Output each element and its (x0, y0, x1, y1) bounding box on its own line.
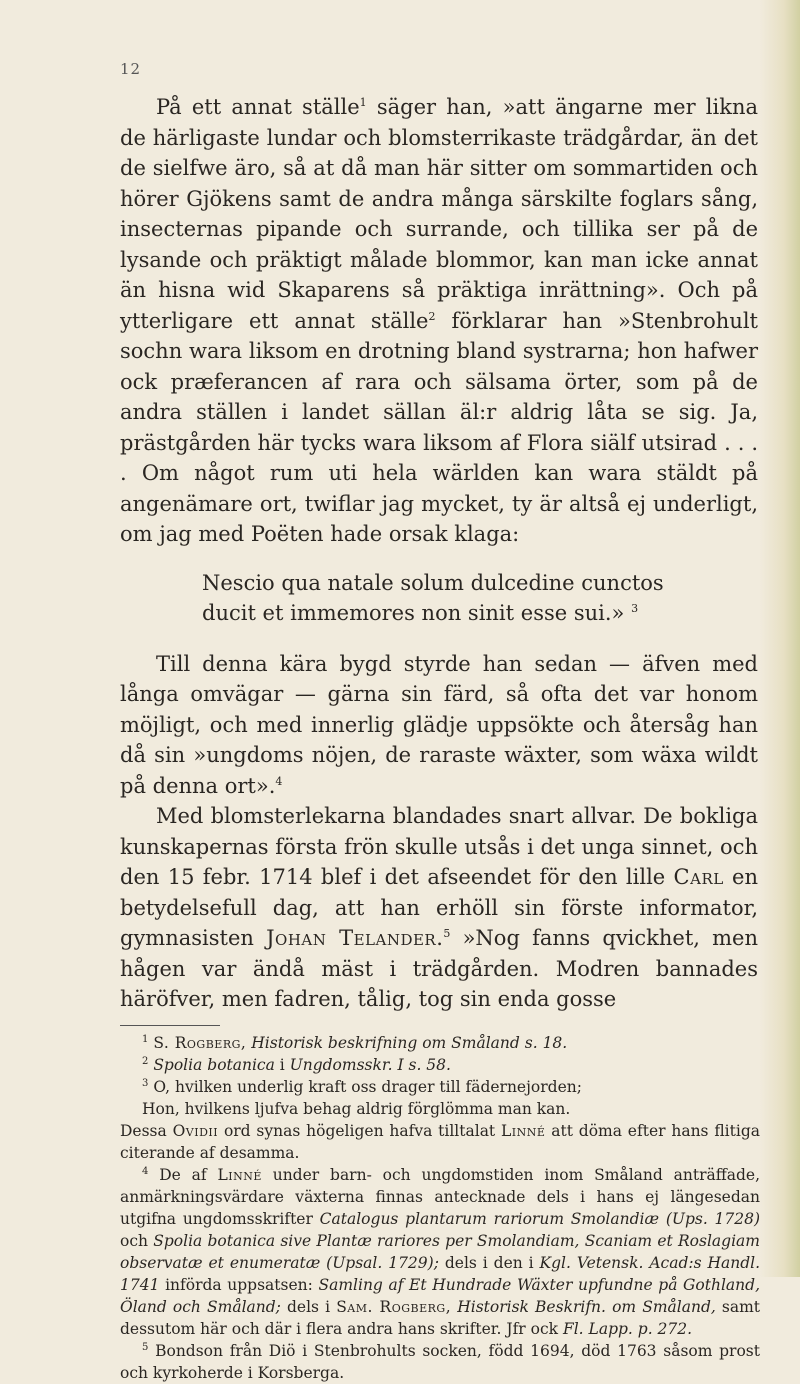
footnote-4-text-e: införda uppsatsen: (159, 1276, 319, 1294)
footnote-3-comment (120, 1120, 760, 1164)
footnote-2-source: Ungdomsskr. I s. 58. (289, 1056, 451, 1074)
latin-quote-line-1: Nescio qua natale solum dulcedine cunctos (202, 570, 664, 595)
footnote-4-text-f: dels i (280, 1298, 337, 1316)
footnote-1-title: Historisk beskrifning om Småland s. 18. (251, 1034, 568, 1052)
footnote-4-title-4: Samling af Et Hundrade Wäxter upfundne på Gothland, Öland och Småland; (120, 1276, 760, 1316)
paragraph-1 (120, 92, 758, 550)
footnote-2-text: i (274, 1056, 290, 1074)
footnote-1-mark: 1 (142, 1033, 149, 1045)
paragraph-2-text: Till denna kära bygd styrde han sedan — äfven med långa omvägar — gärna sin färd, så ofta det var honom möjligt, och med innerlig glädje uppsökte och återsåg han då sin »ungdoms nöjen, de raraste wäxter, som wäxa wildt på denna ort». (120, 651, 758, 798)
footnote-4-linne: Linné (217, 1166, 262, 1184)
footnote-4-mark: 4 (142, 1165, 149, 1177)
footnote-1 (120, 1032, 760, 1054)
footnote-4-title-1: Catalogus plantarum rariorum Smolandiæ (Ups. 1728) (319, 1210, 761, 1228)
page-edge-shading (760, 0, 800, 1277)
footnote-3-text-b: ord synas högeligen hafva tilltalat (218, 1122, 501, 1140)
footnote-3-linne: Linné (501, 1122, 546, 1140)
footnote-5-mark: 5 (142, 1341, 149, 1353)
footnotes (120, 1032, 760, 1384)
footnote-5 (120, 1340, 760, 1384)
footnote-3-mark: 3 (142, 1077, 149, 1089)
footnote-4-title-3: Kgl. Vetensk. Acad:s Handl. 1741 (120, 1254, 761, 1294)
footnote-3-verse-1-text: O, hvilken underlig kraft oss drager till fädernejorden; (153, 1078, 582, 1096)
latin-quote-line-2-wrap (202, 598, 758, 629)
footnote-5-text: Bondson från Diö i Stenbrohults socken, född 1694, död 1763 såsom prost och kyrkoherde i Korsberga. (120, 1342, 760, 1382)
footnote-4-text-d: dels i den i (438, 1254, 540, 1272)
footnote-ref-1: 1 (359, 96, 367, 109)
footnote-4-text-g: samt dessutom här och där i flera andra hans skrifter. Jfr ock (120, 1298, 761, 1338)
paragraph-1-text-c: förklarar han »Stenbrohult sochn wara liksom en drotning bland systrarna; hon hafwer ock præferancen af rara och sälsama örter, som på de andra ställen i landet sällan äl:r aldrig låta se sig. Ja, prästgården här tycks wara liksom af Flora siälf utsirad . . . . Om något rum uti hela wärlden kan wara stäldt på angenämare ort, twiflar jag mycket, ty är altså ej underligt, om jag med Poëten hade orsak klaga: (120, 308, 758, 546)
footnote-3-text-a: Dessa (120, 1122, 173, 1140)
footnote-4-text-a: De af (159, 1166, 218, 1184)
footnote-ref-2: 2 (428, 309, 436, 323)
paragraph-2 (120, 649, 758, 802)
footnote-3-verse-1 (120, 1076, 760, 1098)
paragraph-1-text-b: säger han, »att ängarne mer likna de härligaste lundar och blomsterrikaste trädgårdar, än det de sielfwe äro, så at då man här sitter om sommartiden och hörer Gjökens samt de andra många särskilte foglars sång, insecternas pipande och surrande, och tillika ser på de lysande och präktigt målade blommor, kan man icke annat än hisna wid Skaparens så präktiga inrättning». Och på ytterligare ett annat ställe (120, 95, 758, 333)
paragraph-3-text-a: Med blomsterlekarna blandades snart allvar. De bokliga kunskapernas första frön skulle utsås i det unga sinnet, och den 15 febr. 1714 blef i det afseendet för den lille (120, 804, 758, 889)
footnote-3-ovid: Ovidii (172, 1122, 219, 1140)
footnote-4-title-5: Historisk Beskrifn. om Småland, (451, 1298, 716, 1316)
footnote-2-mark: 2 (142, 1055, 149, 1067)
paragraph-3-text-b: en betydelsefull dag, att han erhöll sin förste informator, gymnasisten (120, 865, 758, 950)
footnote-3-text-c: att döma efter hans flitiga citerande af desamma. (120, 1122, 760, 1162)
paragraph-1-text-a: På ett annat ställe (156, 95, 360, 119)
footnote-1-author: S. Rogberg, (153, 1034, 247, 1052)
footnote-3-verse-2: Hon, hvilkens ljufva behag aldrig förglömma man kan. (142, 1100, 571, 1118)
paragraph-3-text-c: »Nog fanns qvickhet, men hågen var ändå mäst i trädgården. Modren bannades häröfver, men fadren, tålig, tog sin enda gosse (120, 926, 759, 1011)
footnote-4-text-b: under barn- och ungdomstiden inom Småland anträffade, anmärkningsvärdare växterna finnas antecknade dels i hans ej längesedan utgifna ungdomsskrifter (120, 1166, 761, 1228)
footnote-2-title: Spolia botanica (153, 1056, 275, 1074)
footnote-4-sam-rogberg: Sam. Rogberg, (336, 1298, 452, 1316)
page-number: 12 (120, 60, 142, 78)
latin-quote-line-2: ducit et immemores non sinit esse sui.» (202, 601, 625, 625)
latin-quote (202, 568, 758, 629)
name-johan-telander: Johan Telander. (266, 926, 444, 950)
footnote-ref-3: 3 (631, 602, 639, 615)
paragraph-3 (120, 801, 758, 1015)
footnote-ref-4: 4 (275, 774, 283, 788)
footnote-separator (120, 1025, 220, 1026)
footnote-ref-5: 5 (443, 927, 451, 940)
name-carl: Carl (673, 865, 724, 889)
footnote-4-title-2: Spolia botanica sive Plantæ rariores per Smolandiam, Scaniam et Roslagiam observatæ et enumeratæ (Upsal. 1729); (120, 1232, 760, 1272)
footnote-4-title-6: Fl. Lapp. p. 272. (562, 1320, 693, 1338)
footnote-4-text-c: och (120, 1232, 154, 1250)
footnote-4 (120, 1164, 760, 1340)
main-text (120, 92, 758, 1015)
footnote-2 (120, 1054, 760, 1076)
